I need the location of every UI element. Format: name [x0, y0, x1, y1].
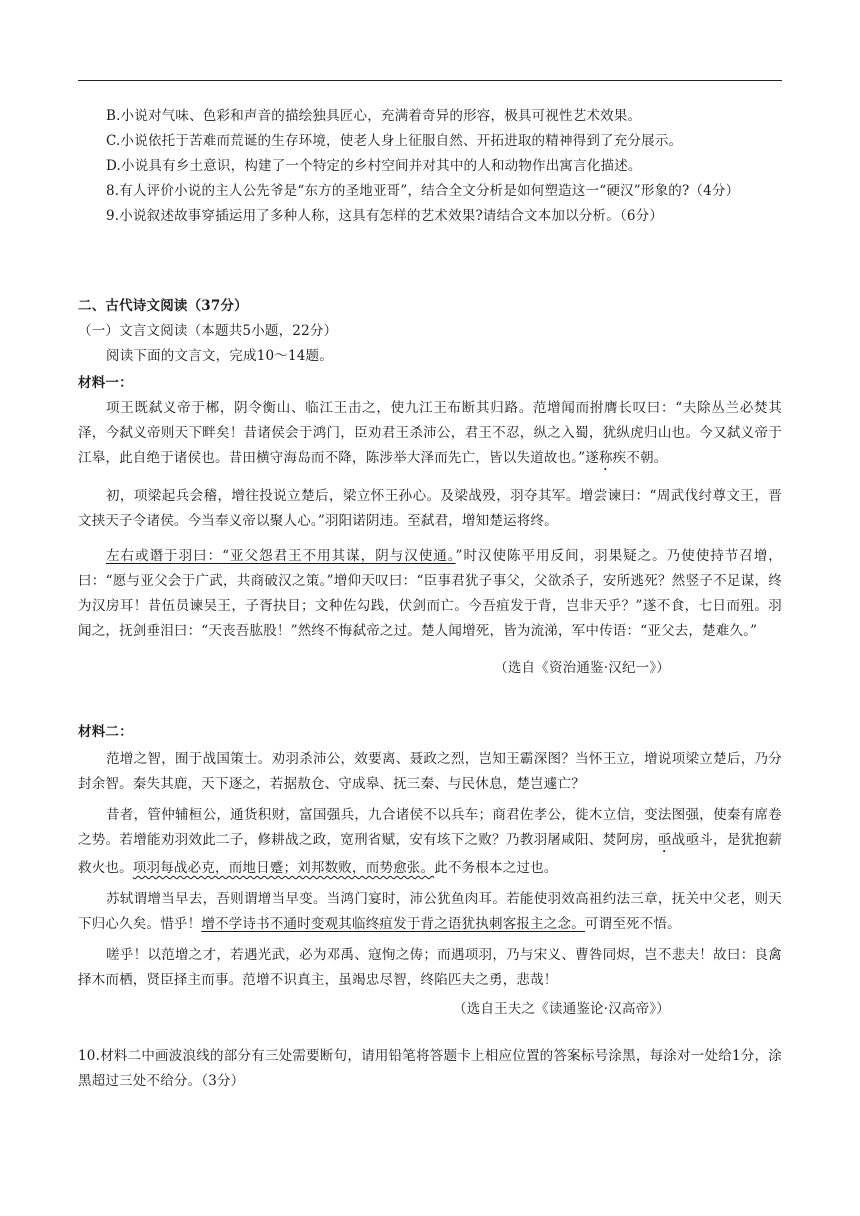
material-2-label: 材料二：: [78, 724, 133, 740]
m1-paragraph-1: 项王既弑义帝于郴，阴令衡山、临江王击之，使九江王布断其归路。范增闻而拊膺长叹曰：“夫除丛兰必焚其泽，今弑义帝则天下畔矣！昔诸侯会于鸿门，臣劝君王杀沛公，君王不忍，纵之入蜀，犹纵虎归山也。今又弑义帝于江皋，此自绝于诸侯也。昔田横守海岛而不降，陈涉举大泽而先亡，皆以失道故也。”遂称疾不朝。: [78, 400, 782, 466]
section-title: 二、古代诗文阅读（37分）: [78, 298, 248, 314]
option-c: C.小说依托于苦难而荒诞的生存环境，使老人身上征服自然、开拓进取的精神得到了充分展示。: [106, 133, 683, 149]
question-10: 10.材料二中画波浪线的部分有三处需要断句，请用铅笔将答题卡上相应位置的答案标号涂黑，每涂对一处给1分，涂黑超过三处不给分。（3分）: [78, 1048, 782, 1089]
option-b: B.小说对气味、色彩和声音的描绘独具匠心，充满着奇异的形容，极具可视性艺术效果。: [106, 108, 642, 124]
material-1-label: 材料一：: [78, 375, 133, 391]
material-2: [78, 720, 782, 1022]
question-8: 8.有人评价小说的主人公先爷是“东方的圣地亚哥”，结合全文分析是如何塑造这一“硬汉”形象的?（4分）: [106, 183, 740, 199]
header-rule: [78, 80, 782, 81]
wavy-underlined-text: 项羽每战必克，而地日蹙；刘邦数败，而势愈张。: [132, 860, 435, 876]
emphasis-char: 称: [598, 450, 613, 466]
material-1: [78, 396, 782, 681]
m2-source: （选自王夫之《读通鉴论·汉高帝》）: [453, 1001, 670, 1017]
m1-source: （选自《资治通鉴·汉纪一》）: [494, 660, 670, 676]
m2-paragraph-1: 范增之智，囿于战国策士。劝羽杀沛公，效要离、聂政之烈，岂知王霸深图？当怀王立，增说项梁立楚后，乃分封余智。秦失其鹿，天下逐之，若据敖仓、守成皋、抚三秦、与民休息，楚岂遽亡？: [78, 751, 782, 792]
answer-options: [78, 104, 782, 229]
m2-paragraph-3: 苏轼谓增当早去，吾则谓增当早变。当鸿门宴时，沛公犹鱼肉耳。若能使羽效高祖约法三章，抚关中父老，则天下归心久矣。惜乎！增不学诗书不通时变观其临终疽发于背之语犹执刺客报主之念。可谓至死不悟。: [78, 891, 782, 932]
m1-paragraph-3: 左右或谮于羽曰：“亚父怨君王不用其谋，阴与汉使通。”时汉使陈平用反间，羽果疑之。乃使使持节召增，曰：“愿与亚父会于广武，共商破汉之策。”增仰天叹曰：“臣事君犹子事父，父欲杀子，安所逃死？然竖子不足谋，终为汉房耳！昔伍员谏吴王，子胥抉目；文种佐勾践，伏剑而亡。今吾疽发于背，岂非天乎？”遂不食，七日而殂。羽闻之，抚剑垂泪曰：“天丧吾肱股！”然终不悔弑帝之过。楚人闻增死，皆为流涕，军中传语：“亚父去，楚难久。”: [78, 548, 782, 639]
option-d: D.小说具有乡土意识，构建了一个特定的乡村空间并对其中的人和动物作出寓言化描述。: [106, 158, 642, 174]
subsection-title: （一）文言文阅读（本题共5小题，22分）: [78, 323, 338, 339]
emphasis-char: 亟: [657, 832, 672, 848]
m1-paragraph-2: 初，项梁起兵会稽，增往投说立楚后，梁立怀王孙心。及梁战殁，羽夺其军。增尝谏曰：“周武伐纣尊文王，晋文挟天子令诸侯。今当奉义帝以聚人心。”羽阳诺阴违。至弑君，增知楚运将终。: [78, 488, 782, 529]
question-9: 9.小说叙述故事穿插运用了多种人称，这具有怎样的艺术效果?请结合文本加以分析。（6分）: [106, 208, 664, 224]
section-2: [78, 294, 782, 396]
m2-paragraph-2: 昔者，管仲辅桓公，通货积财，富国强兵，九合诸侯不以兵车；商君佐孝公，徙木立信，变法图强，使秦有席卷之势。若增能劝羽效此二子，修耕战之政，宽刑省赋，安有垓下之败？乃教羽屠咸阳、焚阿房，亟战亟斗，是犹抱薪救火也。项羽每战必克，而地日蹙；刘邦数败，而势愈张。此不务根本之过也。: [78, 807, 782, 876]
underlined-text: 增不学诗书不通时变观其临终疽发于背之语犹执刺客报主之念。: [201, 916, 585, 932]
m2-paragraph-4: 嗟乎！以范增之才，若遇光武，必为邓禹、寇恂之俦；而遇项羽，乃与宋义、曹咎同烬，岂不悲夫！故曰：良禽择木而栖，贤臣择主而事。范增不识真主，虽竭忠尽智，终陷匹夫之勇，悲哉！: [78, 947, 782, 988]
question-10-block: [78, 1044, 782, 1094]
instruction: 阅读下面的文言文，完成10～14题。: [106, 348, 333, 364]
